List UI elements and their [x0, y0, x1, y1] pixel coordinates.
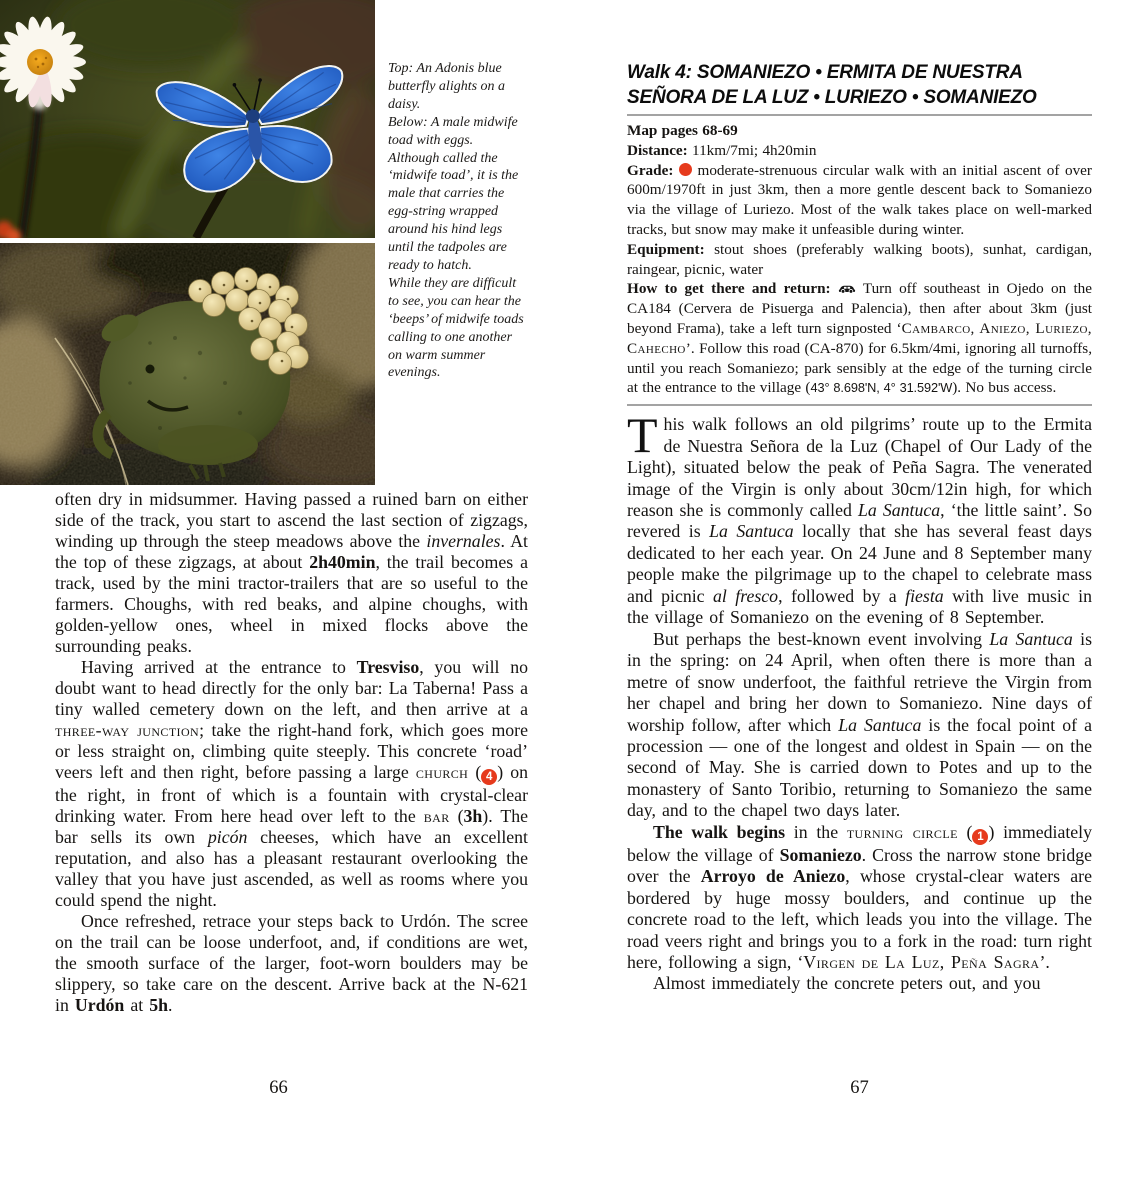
text-run: How to get there and return: [627, 280, 838, 298]
paragraph: Having arrived at the entrance to Tresviso, you will no doubt want to head directly for the only bar: La Taberna! Pass a tiny walled cemetery down on the left, and then arrive at a three-way junction; take the right-hand fork, which goes more or less straight on, climbing quite steeply. This concrete ‘road’ veers left and then right, before passing a large church ( 4 ) on the right, in front of which is a fountain with crystal-clear drinking water. From here head over left to the bar (3h). The bar sells its own picón cheeses, which have an excellent reputation, and also has a pleasant restaurant overlooking the valley that you have just ascended, as well as rooms where you could spend the night. [55, 657, 529, 910]
toad-photo-art [0, 243, 375, 485]
text-run: church [415, 762, 469, 782]
text-run: picón [207, 827, 248, 847]
text-run: 3h [463, 806, 483, 826]
walk-title-line2: SEÑORA DE LA LUZ • LURIEZO • SOMANIEZO [627, 87, 1037, 108]
text-run: La Santuca [989, 628, 1073, 649]
paragraph: Distance: 11km/7mi; 4h20min [627, 141, 817, 159]
right-page [627, 60, 1092, 995]
paragraph: Grade: moderate-strenuous circular walk with an initial ascent of over 600m/1970ft in just 3km, then a more gentle descent back to Somaniezo via the village of Luriezo. Most of the walk takes place on well-marked tracks, but snow may make it unfeasible during winter. [627, 161, 1092, 238]
text-run: al fresco [713, 585, 779, 606]
paragraph: Once refreshed, retrace your steps back to Urdón. The scree on the trail can be loose underfoot, and, if conditions are wet, the smooth surface of the larger, foot-worn boulders may be slippery, so take care on the descent. Arrive back at the N-621 in Urdón at 5h. [55, 911, 528, 1015]
caption-paragraph: While they are difficult to see, you can hear the ‘beeps’ of midwife toads calling to one another on warm summer evenings. [388, 275, 524, 381]
info-rule [627, 404, 1092, 406]
photo-caption [388, 60, 524, 382]
text-run: The walk begins [653, 821, 786, 842]
walk-title-line1: Walk 4: SOMANIEZO • ERMITA DE NUESTRA [627, 62, 1023, 83]
text-run: Virgen de La Luz, Peña Sagra [803, 952, 1040, 973]
page-number-66: 66 [269, 1078, 288, 1098]
paragraph: Almost immediately the concrete peters out, and you [653, 973, 1041, 994]
drop-cap: T [627, 407, 658, 464]
page-number-67: 67 [850, 1078, 869, 1098]
text-run: Map pages 68-69 [627, 122, 738, 139]
grade-dot [679, 163, 692, 176]
waypoint-badge: 4 [481, 769, 497, 785]
walk-info-block [627, 121, 1092, 398]
text-run: Equipment: [627, 240, 715, 258]
paragraph [627, 121, 1092, 141]
walk-title [627, 60, 1092, 110]
text-run: 43° 8.698'N, 4° 31.592'W [810, 380, 953, 396]
text-run: three-way junction [55, 720, 200, 740]
text-run: Distance: [627, 141, 693, 159]
text-run: La Santuca [709, 521, 794, 542]
heading-rule [627, 114, 1092, 116]
text-run: bar [423, 806, 450, 826]
paragraph: This walk follows an old pilgrims’ route up to the Ermita de Nuestra Señora de la Luz (Chapel of Our Lady of the Light), situated below the peak of Peña Sagra. The venerated image of the Virgin is only about 30cm/12in high, for which reason she is commonly called La Santuca, ‘the little saint’. So revered is La Santuca locally that she has several feast days dedicated to her each year. On 24 June and 8 September many people make the pilgrimage up to the chapel to celebrate mass and picnic al fresco, followed by a fiesta with live music in the village of Somaniezo on the evening of 8 September. [627, 407, 1092, 628]
paragraph: often dry in midsummer. Having passed a ruined barn on either side of the track, you start to ascend the last section of zigzags, winding up through the steep meadows above the invernales. At the top of these zigzags, at about 2h40min, the trail becomes a track, used by the mini tractor-trailers that are so useful to the farmers. Choughs, with red beaks, and alpine choughs, with golden-yellow ones, wheel in mixed flocks above the surrounding peaks. [55, 489, 528, 656]
text-run: turning circle [846, 821, 958, 842]
paragraph: How to get there and return: Turn off southeast in Ojedo on the CA184 (Cervera de Pisuerga and Palencia), then after about 3km (just beyond Frama), take a left turn signposted ‘Cambarco, Aniezo, Luriezo, Cahecho’. Follow this road (CA-870) for 6.5km/4mi, ignoring all turnoffs, until you reach Somaniezo; park sensibly at the edge of the turning circle at the entrance to the village (43° 8.698'N, 4° 31.592'W). No bus access. [627, 280, 1092, 397]
text-run: Arroyo de Aniezo [700, 866, 846, 887]
text-run: fiesta [905, 585, 944, 606]
text-run: Tresviso [356, 657, 420, 677]
caption-paragraph: Top: An Adonis blue butterfly alights on a daisy. [388, 61, 506, 112]
butterfly-photo [0, 0, 375, 238]
text-run: invernales [426, 531, 501, 551]
text-run: 2h40min [309, 552, 376, 572]
car-icon [838, 280, 856, 297]
caption-paragraph: Below: A male midwife toad with eggs. Although called the ‘midwife toad’, it is the male that carries the egg-string wrapped around his hind legs until the tadpoles are ready to hatch. [388, 114, 519, 273]
paragraph: But perhaps the best-known event involving La Santuca is in the spring: on 24 April, when often there is more than a metre of snow underfoot, the faithful retrieve the Virgin from her chapel and bring her down to Somaniezo. Nine days of worship follow, after which La Santuca is the focal point of a procession — one of the longest and oldest in Spain — on the second of May. She is carried down to Potes and up to the monastery of Santo Toribio, returning to Somaniezo the same day, and to the chapel two days later. [627, 628, 1092, 821]
text-run: 5h [149, 995, 169, 1015]
waypoint-badge: 1 [972, 829, 988, 845]
text-run: Cambarco, Aniezo, Luriezo, Cahecho [627, 319, 1092, 357]
toad-photo [0, 243, 375, 485]
text-run: La Santuca [858, 499, 941, 520]
text-run: Urdón [74, 995, 125, 1015]
text-run: La Santuca [838, 714, 922, 735]
left-page-body [55, 489, 528, 1016]
text-run: Grade: [627, 161, 679, 179]
butterfly-photo-art [0, 0, 375, 238]
paragraph: Equipment: stout shoes (preferably walking boots), sunhat, cardigan, raingear, picnic, water [627, 240, 1092, 278]
text-run: Somaniezo [779, 844, 862, 865]
paragraph: The walk begins in the turning circle ( 1 ) immediately below the village of Somaniezo. Cross the narrow stone bridge over the Arroyo de Aniezo, whose crystal-clear waters are bordered by huge mossy boulders, and continue up the concrete road to the left, which leads you into the village. The road veers right and brings you to a fork in the road: turn right here, following a sign, ‘Virgen de La Luz, Peña Sagra’. [627, 821, 1092, 973]
right-page-body [627, 407, 1092, 995]
